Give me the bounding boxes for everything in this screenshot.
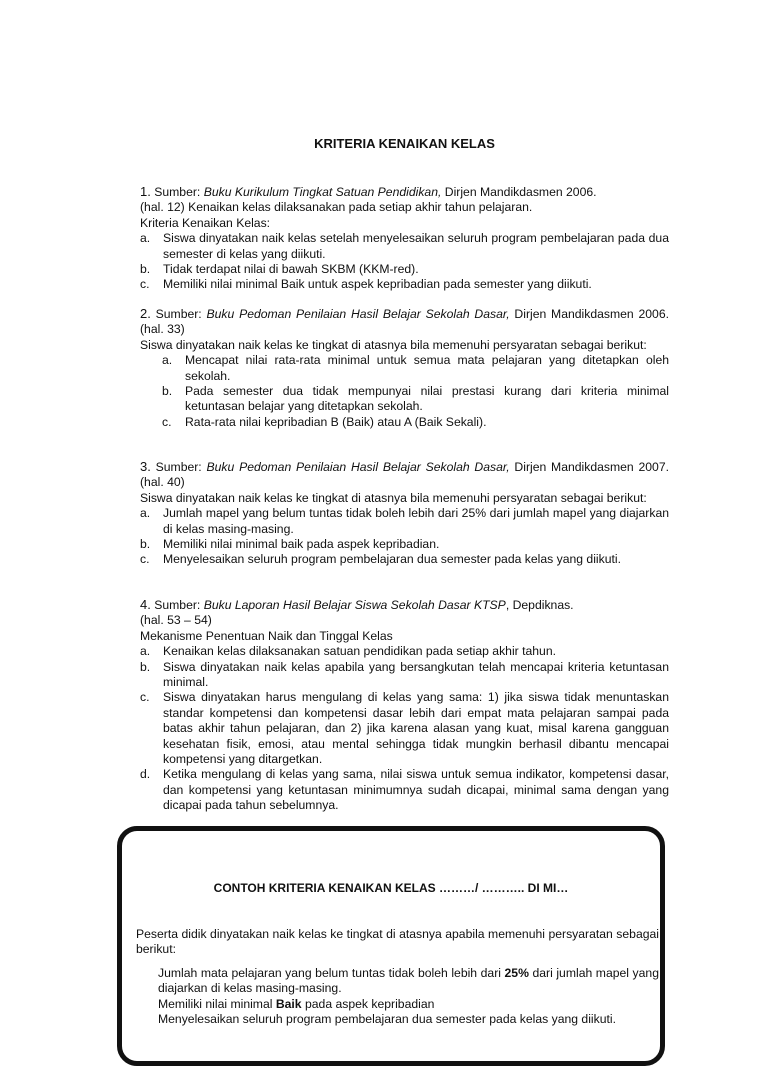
list-item: c. Rata-rata nilai kepribadian B (Baik) atau A (Baik Sekali). bbox=[162, 414, 487, 429]
example-criteria-box bbox=[117, 826, 665, 1066]
section-number: 1. bbox=[140, 184, 151, 199]
list-item: a. Kenaikan kelas dilaksanakan satuan pendidikan pada setiap akhir tahun. bbox=[140, 644, 556, 659]
list-item: b. Memiliki nilai minimal baik pada aspek kepribadian. bbox=[140, 537, 440, 552]
source-title: Buku Pedoman Penilaian Hasil Belajar Sekolah Dasar, bbox=[206, 460, 510, 474]
section-line: Mekanisme Penentuan Naik dan Tinggal Kelas bbox=[140, 628, 393, 643]
list-item: Jumlah mata pelajaran yang belum tuntas tidak boleh lebih dari 25% dari jumlah mapel yang diajarkan di kelas masing-masing. bbox=[158, 966, 659, 996]
section-1 bbox=[140, 184, 669, 293]
box-intro: Peserta didik dinyatakan naik kelas ke tingkat di atasnya apabila memenuhi persyaratan sebagai berikut: bbox=[136, 927, 659, 957]
list-item: Memiliki nilai minimal Baik pada aspek kepribadian bbox=[158, 996, 435, 1011]
list-item: d. Ketika mengulang di kelas yang sama, nilai siswa untuk semua indikator, kompetensi dasar, dan kompetensi yang ketuntasan minimumnya sudah dicapai, minimal sama dengan yang dicapai pada tahun sebelumnya. bbox=[140, 767, 669, 813]
list-item: c. Siswa dinyatakan harus mengulang di kelas yang sama: 1) jika siswa tidak menuntaskan standar kompetensi dan kompetensi dasar lebih dari empat mata pelajaran sampai pada batas akhir tahun pelajaran, dan 2) jika karena alasan yang kuat, misal karena gangguan kesehatan fisik, emosi, atau mental sehingga tidak mungkin berhasil dibantu mencapai kompetensi yang ditargetkan. bbox=[140, 690, 669, 767]
section-source: 1. Sumber: Buku Kurikulum Tingkat Satuan Pendidikan, Dirjen Mandikdasmen 2006. bbox=[140, 184, 597, 199]
page-title: KRITERIA KENAIKAN KELAS bbox=[314, 136, 495, 151]
source-title: Buku Kurikulum Tingkat Satuan Pendidikan, bbox=[203, 185, 442, 199]
list-item: a. Jumlah mapel yang belum tuntas tidak boleh lebih dari 25% dari jumlah mapel yang diajarkan di kelas masing-masing. bbox=[140, 506, 669, 536]
box-title: CONTOH KRITERIA KENAIKAN KELAS ………/ ……….. DI MI… bbox=[213, 881, 569, 895]
section-number: 4. bbox=[140, 597, 151, 612]
list-item: a. Mencapat nilai rata-rata minimal untuk semua mata pelajaran yang ditetapkan oleh sekolah. bbox=[162, 353, 669, 383]
section-source: 2. Sumber: Buku Pedoman Penilaian Hasil Belajar Sekolah Dasar, Dirjen Mandikdasmen 2006. (hal. 33) bbox=[140, 306, 669, 337]
list-item: Menyelesaikan seluruh program pembelajaran dua semester pada kelas yang diikuti. bbox=[158, 1012, 616, 1027]
section-source: 3. Sumber: Buku Pedoman Penilaian Hasil Belajar Sekolah Dasar, Dirjen Mandikdasmen 2007. (hal. 40) bbox=[140, 459, 669, 490]
section-source: 4. Sumber: Buku Laporan Hasil Belajar Siswa Sekolah Dasar KTSP, Depdiknas. bbox=[140, 597, 574, 612]
section-line: Siswa dinyatakan naik kelas ke tingkat di atasnya bila memenuhi persyaratan sebagai berikut: bbox=[140, 337, 647, 352]
section-line: (hal. 53 – 54) bbox=[140, 613, 212, 628]
list-item: c. Memiliki nilai minimal Baik untuk aspek kepribadian pada semester yang diikuti. bbox=[140, 277, 592, 292]
section-line: Siswa dinyatakan naik kelas ke tingkat di atasnya bila memenuhi persyaratan sebagai berikut: bbox=[140, 490, 647, 505]
list-item: b. Pada semester dua tidak mempunyai nilai prestasi kurang dari kriteria minimal ketuntasan belajar yang ditetapkan sekolah. bbox=[162, 384, 669, 414]
list-item: b. Tidak terdapat nilai di bawah SKBM (KKM-red). bbox=[140, 262, 419, 277]
section-number: 2. bbox=[140, 306, 151, 321]
section-4 bbox=[140, 597, 669, 814]
list-item: a. Siswa dinyatakan naik kelas setelah menyelesaikan seluruh program pembelajaran pada dua semester di kelas yang diikuti. bbox=[140, 231, 669, 261]
box-list bbox=[158, 966, 659, 1028]
section-line: (hal. 12) Kenaikan kelas dilaksanakan pada setiap akhir tahun pelajaran. bbox=[140, 200, 533, 215]
source-title: Buku Pedoman Penilaian Hasil Belajar Sekolah Dasar, bbox=[206, 307, 510, 321]
source-title: Buku Laporan Hasil Belajar Siswa Sekolah Dasar KTSP bbox=[203, 598, 506, 612]
section-line: Kriteria Kenaikan Kelas: bbox=[140, 215, 271, 230]
section-3 bbox=[140, 459, 669, 568]
list-item: b. Siswa dinyatakan naik kelas apabila yang bersangkutan telah mencapai kriteria ketuntasan minimal. bbox=[140, 659, 669, 690]
section-2 bbox=[140, 306, 669, 430]
section-number: 3. bbox=[140, 459, 151, 474]
list-item: c. Menyelesaikan seluruh program pembelajaran dua semester pada kelas yang diikuti. bbox=[140, 552, 621, 567]
